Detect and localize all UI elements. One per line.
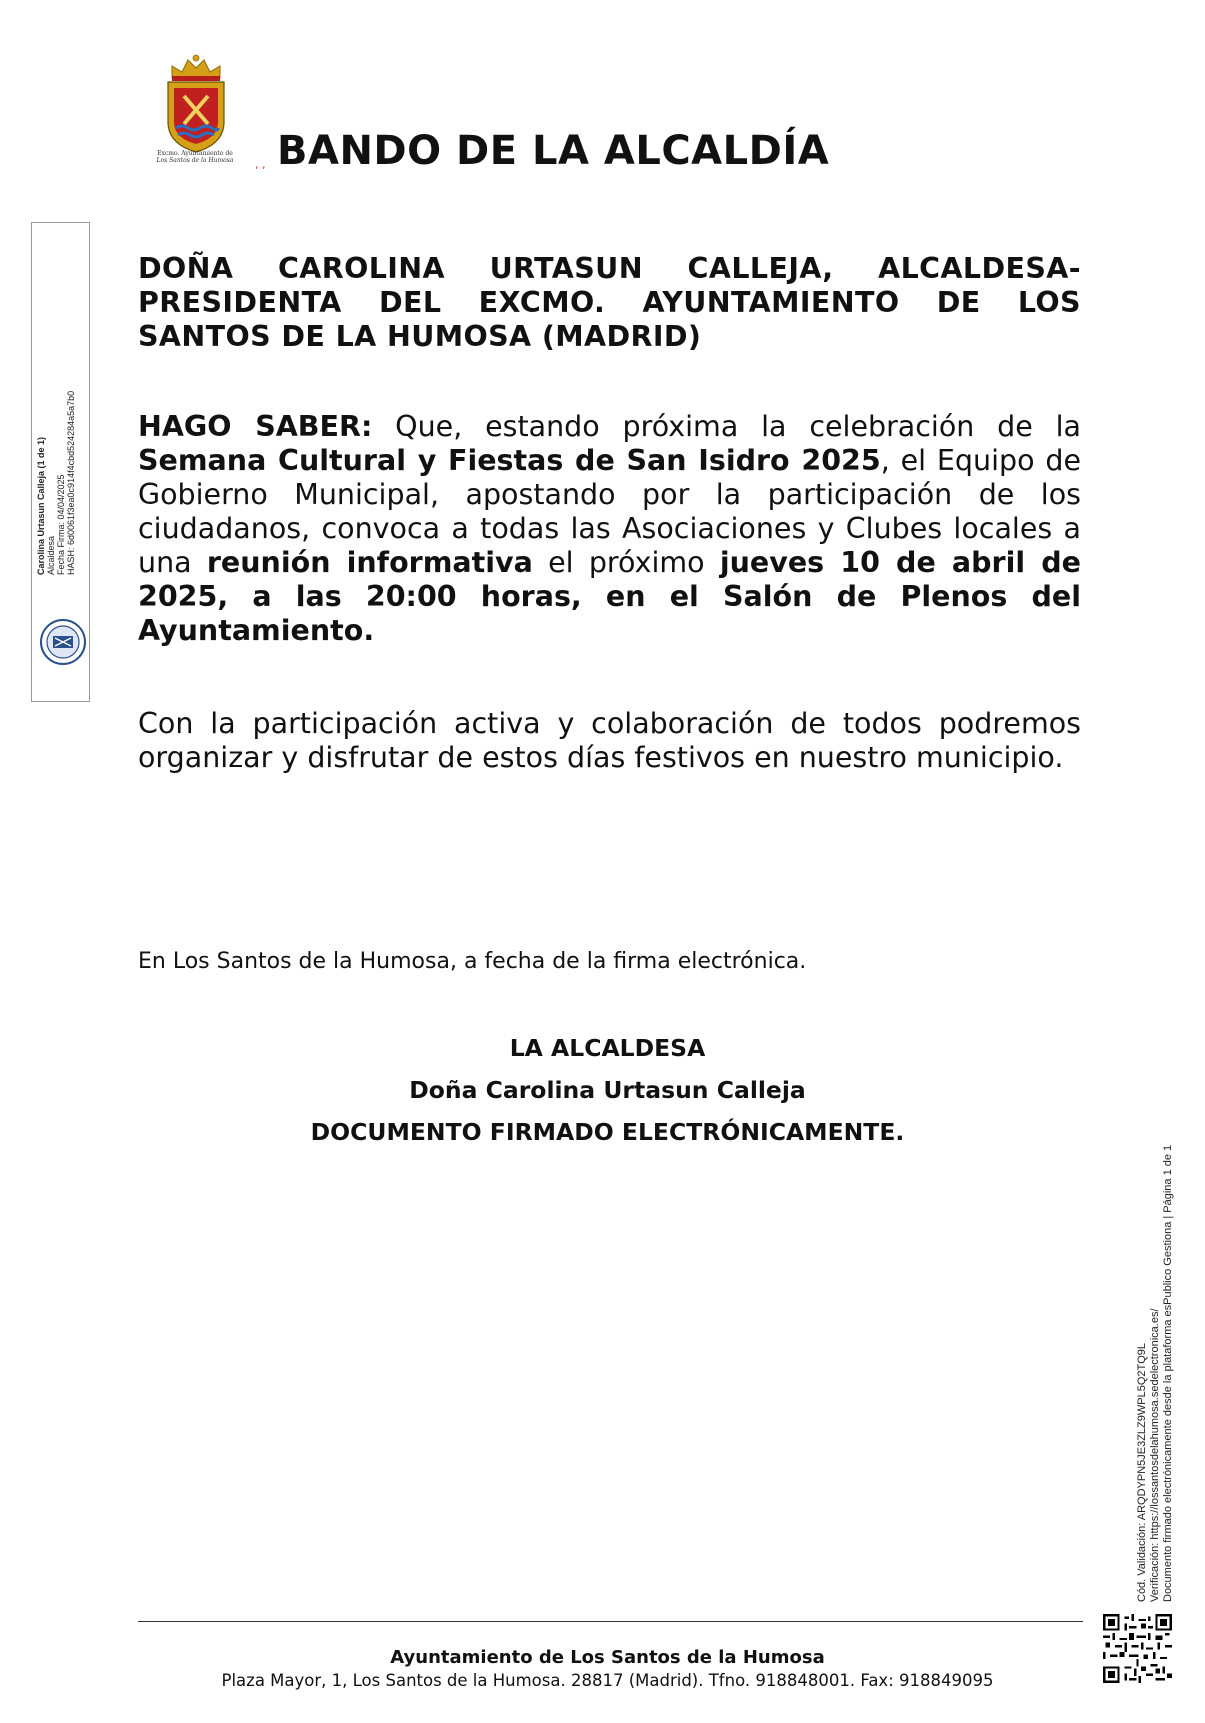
coat-of-arms-icon (158, 52, 234, 164)
logo-caption-line2: Los Santos de la Humosa (156, 157, 234, 164)
sign-hash: HASH: 6d0061f3ea0c914f4cbd524284a5a7b0 (66, 390, 76, 575)
logo-caption-line1: Excmo. Ayuntamiento de (157, 150, 233, 157)
meeting-type: reunión informativa (206, 546, 533, 579)
footer-divider (138, 1621, 1083, 1622)
p1-text-1: Que, estando próxima la celebración de la (372, 410, 1081, 443)
logo-caption (150, 150, 240, 164)
decorative-mark: , , (255, 158, 266, 171)
p1-text-2: , el Equipo de Gobierno Municipal, apostando por la participación de los ciudadanos, convoca a todas las Asociaciones y Clubes locales a una (138, 444, 1081, 579)
p1-text-3: el próximo (532, 546, 720, 579)
certificate-seal-icon (39, 618, 87, 666)
signer-role: Alcaldesa (46, 535, 56, 575)
hago-saber-label: HAGO SABER: (138, 410, 373, 443)
validation-text (1136, 1082, 1175, 1602)
footer-address: Plaza Mayor, 1, Los Santos de la Humosa. 28817 (Madrid). Tfno. 918848001. Fax: 918849095 (221, 1671, 994, 1690)
page-title: BANDO DE LA ALCALDÍA (277, 128, 830, 174)
meeting-datetime-place: jueves 10 de abril de 2025, a las 20:00 horas, en el Salón de Plenos del Ayuntamiento. (138, 546, 1082, 647)
signer-name: Carolina Urtasun Calleja (1 de 1) (36, 436, 46, 575)
validation-code: Cód. Validación: ARQDYPN5JE3ZLZ9WPL5Q2TQ9L (1136, 1342, 1148, 1602)
platform-note: Documento firmado electrónicamente desde la plataforma esPublico Gestiona | Página 1 de 1 (1162, 1144, 1174, 1602)
verification-url: Verificación: https://lossantosdelahumosa.sedelectronica.es/ (1149, 1308, 1161, 1602)
signer-title: LA ALCALDESA (509, 1034, 706, 1062)
announcement-paragraph (138, 410, 1081, 648)
signature-stamp-text (36, 175, 76, 575)
event-name: Semana Cultural y Fiestas de San Isidro 2025 (138, 444, 881, 477)
place-date: En Los Santos de la Humosa, a fecha de la firma electrónica. (138, 949, 807, 974)
footer-organization: Ayuntamiento de Los Santos de la Humosa (390, 1647, 825, 1668)
document-heading: DOÑA CAROLINA URTASUN CALLEJA, ALCALDESA-PRESIDENTA DEL EXCMO. AYUNTAMIENTO DE LOS SANTOS DE LA HUMOSA (MADRID) (138, 252, 1081, 353)
signer-fullname: Doña Carolina Urtasun Calleja (409, 1076, 806, 1104)
closing-paragraph: Con la participación activa y colaboración de todos podremos organizar y disfrutar de estos días festivos en nuestro municipio. (138, 707, 1081, 774)
sign-date: Fecha Firma: 04/04/2025 (56, 474, 66, 575)
electronic-signature-note: DOCUMENTO FIRMADO ELECTRÓNICAMENTE. (310, 1118, 905, 1146)
